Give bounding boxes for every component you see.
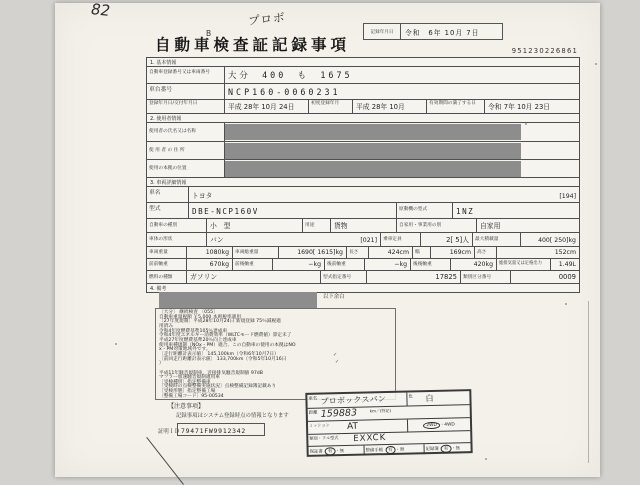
remark-line: x・PM対策地域外です。 — [159, 347, 211, 353]
max-load-label: 最大積載量 — [473, 233, 521, 246]
redacted-remarks-block — [159, 292, 317, 308]
body-shape-value: バン — [210, 236, 224, 244]
category-row — [147, 218, 579, 232]
body-shape-row — [147, 232, 579, 246]
stamp-warranty-label: 保証書 — [309, 449, 323, 455]
engine-model-value: 1NZ — [456, 207, 475, 216]
axle-weights-row — [147, 258, 579, 270]
section-vehicle-details-header: 3. 車両詳細情報 — [147, 177, 579, 186]
axle-ff-value: 670kg — [187, 259, 233, 270]
ownership-label: 自家用・事業用の別 — [397, 219, 477, 232]
category-label: 自動車の種別 — [147, 219, 207, 232]
dot-separator: ・ — [451, 446, 456, 452]
gross-weight-label: 車両総重量 — [233, 247, 279, 258]
stamp-color-value: 白 — [425, 392, 435, 404]
height-label: 高さ — [475, 247, 497, 258]
body-shape-code: [021] — [360, 237, 377, 244]
remark-line: 令和4年度エネルギー消費効率（WLTCモード燃費値）算定未了 — [159, 333, 292, 339]
vehicle-weight-label: 車両重量 — [147, 247, 187, 258]
remark-line: 平成11年騒音規制車、近接排気騒音規制値 97dB — [159, 370, 263, 376]
certificate-id-label: 証明ＩＤ — [158, 429, 180, 435]
section-user-info-header: 2. 使用者情報 — [147, 113, 579, 122]
use-label: 用途 — [303, 219, 331, 232]
stamp-drive-4wd: 4WD — [444, 422, 455, 428]
expiry-label: 有効期間の満了する日 — [427, 100, 485, 113]
remark-line: 平成27年度燃費基準20％向上達成車 — [159, 337, 237, 343]
category-value: 小 型 — [207, 219, 303, 232]
car-name-value: トヨタ — [192, 192, 213, 200]
dealer-stamp-box — [305, 389, 472, 457]
dot-separator: ・ — [395, 447, 401, 453]
car-name-label: 車名 — [147, 187, 189, 202]
stamp-distance-unit: km／(特記) — [369, 407, 392, 414]
scan-speckle — [115, 343, 117, 345]
redacted-user-address — [225, 143, 521, 159]
remark-line: 〔27年度規制〕平成28年10月24日 新規登録 75％減税適 — [159, 319, 281, 325]
fuel-row — [147, 270, 579, 283]
user-name-label: 使用者の氏名又は名称 — [147, 123, 225, 141]
stamp-full-model-label: 類別・フル型式 — [309, 435, 339, 441]
fuel-value: ガソリン — [187, 271, 321, 283]
document-serial-number: 951230226861 — [511, 47, 578, 55]
blank-below-note: 以下余白 — [323, 294, 345, 300]
stamp-record-book-yes: 有 — [441, 445, 452, 453]
remark-line: ） — [159, 361, 164, 367]
section-basic-info-header: 1. 基本情報 — [150, 60, 177, 66]
stamp-distance-value: 159883 — [320, 407, 358, 420]
record-date-label: 記録年月日 — [364, 24, 401, 39]
car-name-code: [194] — [559, 193, 576, 200]
capacity-label: 乗車定員 — [381, 233, 421, 246]
engine-model-label: 原動機の型式 — [397, 203, 453, 218]
stamp-color-label: 色 — [408, 394, 413, 400]
remark-line: 令和4年度燃費基準105％達成車 — [159, 328, 228, 334]
width-label: 幅 — [413, 247, 431, 258]
length-label: 長さ — [347, 247, 369, 258]
remark-line: 〔走行距離計表示値〕 145,100km（令和6年10月7日） — [159, 351, 279, 357]
scan-speckle — [485, 458, 487, 460]
type-designation-value: 17825 — [367, 271, 461, 283]
axle-rr-value: 420kg — [451, 259, 497, 270]
document-title: 自動車検査証記録事項 — [155, 37, 351, 54]
pen-stroke — [146, 437, 184, 485]
chassis-number-value: NCP160-0060231 — [228, 87, 341, 97]
ownership-value: 自家用 — [480, 222, 501, 230]
gross-weight-value: 1690[ 1615]kg — [279, 247, 347, 258]
remark-line: 〔受検時の点検整備実施状況〕点検整備記録簿記載あり — [159, 384, 277, 390]
scan-speckle — [595, 63, 597, 65]
axle-fr-label: 前後軸重 — [233, 259, 273, 270]
certificate-id-value: 79471FW9912342 — [177, 423, 265, 436]
height-value: 152cm — [554, 249, 576, 256]
remarks-text-box — [155, 308, 396, 400]
axle-fr-value: −kg — [273, 259, 325, 270]
paper-edge-line — [588, 301, 589, 463]
vehicle-weight-value: 1080kg — [187, 247, 233, 258]
scan-speckle — [525, 123, 527, 125]
stamp-handbook-no: 無 — [399, 447, 405, 453]
stamp-full-model-value: EXXCK — [353, 432, 387, 445]
notice-title: 【注意事項】 — [168, 403, 205, 410]
remark-line: 〔大分〕 継続検査 〔055〕 — [159, 310, 218, 315]
displacement-label: 総排気量又は定格出力 — [497, 259, 551, 270]
max-load-value: 400[ 250]kg — [538, 237, 576, 244]
stamp-warranty-yes: 有 — [325, 447, 336, 455]
remark-line: 〔受検形態〕指定整備工場 — [159, 389, 216, 395]
scan-speckle — [565, 303, 567, 305]
axle-rf-label: 後前軸重 — [325, 259, 365, 270]
classification-value: 0009 — [558, 273, 576, 281]
remark-line: 〔前回走行距離計表示値〕 133,700km（令和5年10月16日 — [159, 356, 287, 362]
body-shape-label: 車体の形状 — [147, 233, 207, 246]
redacted-user-name — [225, 124, 521, 140]
width-value: 169cm — [431, 247, 475, 258]
displacement-value: 1.49L — [558, 261, 576, 268]
expiry-value: 令和 7年 10月 23日 — [488, 103, 551, 111]
section-remarks-header: 4. 備考 — [147, 283, 579, 292]
type-designation-label: 型式指定番号 — [321, 271, 367, 283]
registration-number-row — [147, 66, 579, 83]
stamp-handbook-label: 整備手帳 — [365, 448, 384, 454]
remark-line: マフラー加速騒音規制適用車 — [159, 375, 220, 381]
fuel-label: 燃料の種類 — [147, 271, 187, 283]
length-value: 424cm — [369, 247, 413, 258]
registration-number-value: 大分 400 も 1675 — [228, 70, 353, 80]
chassis-number-label: 車台番号 — [147, 84, 225, 99]
base-location-row — [147, 159, 579, 177]
pen-tick-mark: ✓ — [333, 352, 338, 358]
handwritten-memo: プロボ — [247, 10, 286, 28]
registration-date-label: 登録年月日/交付年月日 — [147, 100, 225, 113]
print-mark-b: B — [206, 29, 212, 38]
stamp-warranty-no: 無 — [339, 449, 345, 455]
remark-line: 自動車重量税額 ￥5,000 本則税率適用 — [159, 314, 242, 320]
stamp-drive-separator: ・ — [439, 422, 445, 428]
first-registration-value: 平成 28年 10月 — [353, 100, 427, 113]
scanned-inspection-certificate — [55, 0, 600, 477]
registration-date-value: 平成 28年 10月 24日 — [225, 100, 309, 113]
remark-line: 〔整備工場コード〕95-00534 — [159, 393, 224, 399]
base-location-label: 使用の本拠の位置 — [147, 160, 225, 177]
record-date-value: 令和 6年 10月 7日 — [405, 29, 480, 37]
user-name-row — [147, 122, 579, 141]
stamp-mission-value: AT — [346, 421, 359, 433]
redacted-base-location — [225, 161, 521, 177]
axle-ff-label: 前前軸重 — [147, 259, 187, 270]
notice-text: 記録事項はシステム登録時点の情報となります — [176, 413, 289, 419]
classification-label: 類別区分番号 — [461, 271, 511, 283]
dot-separator: ・ — [335, 449, 340, 455]
dates-row — [147, 99, 579, 113]
stamp-handbook-yes: 有 — [385, 446, 396, 454]
remark-line: 用済み — [159, 323, 174, 329]
stamp-car-name-label: 車名 — [308, 396, 318, 402]
chassis-number-row — [147, 83, 579, 99]
registration-number-label: 自動車登録番号又は車両番号 — [147, 67, 225, 83]
weights-row — [147, 246, 579, 258]
pen-tick-mark: ✓ — [335, 359, 340, 365]
first-registration-label: 初度登録年月 — [309, 100, 353, 113]
remark-line: 使用車種規制（NOx・PM）適合、この自動車の使用の本拠はNO — [159, 342, 296, 348]
user-address-row — [147, 141, 579, 159]
remark-line: 〔受検種別〕指定整備車 — [159, 379, 211, 385]
record-table — [146, 57, 580, 293]
handwritten-page-number: 82 — [88, 0, 113, 20]
user-address-label: 使 用 者 の 住 所 — [147, 142, 225, 159]
use-value: 貨物 — [331, 219, 397, 232]
stamp-drive-2wd: 2WD — [423, 421, 440, 428]
stamp-record-book-label: 記録簿 — [425, 446, 439, 453]
axle-rr-label: 後後軸重 — [411, 259, 451, 270]
stamp-car-name-value: プロボックスバン — [320, 393, 386, 407]
car-name-row — [147, 186, 579, 202]
stamp-mission-label: ミッション — [308, 422, 330, 428]
model-value: DBE-NCP160V — [189, 203, 397, 218]
model-row — [147, 202, 579, 218]
capacity-value: 2[ 5]人 — [421, 233, 473, 246]
stamp-distance-label: 距離 — [308, 410, 318, 416]
stamp-record-book-no: 無 — [455, 446, 461, 452]
record-date-box — [363, 23, 503, 40]
axle-rf-value: −kg — [365, 259, 411, 270]
model-label: 型式 — [147, 203, 189, 218]
